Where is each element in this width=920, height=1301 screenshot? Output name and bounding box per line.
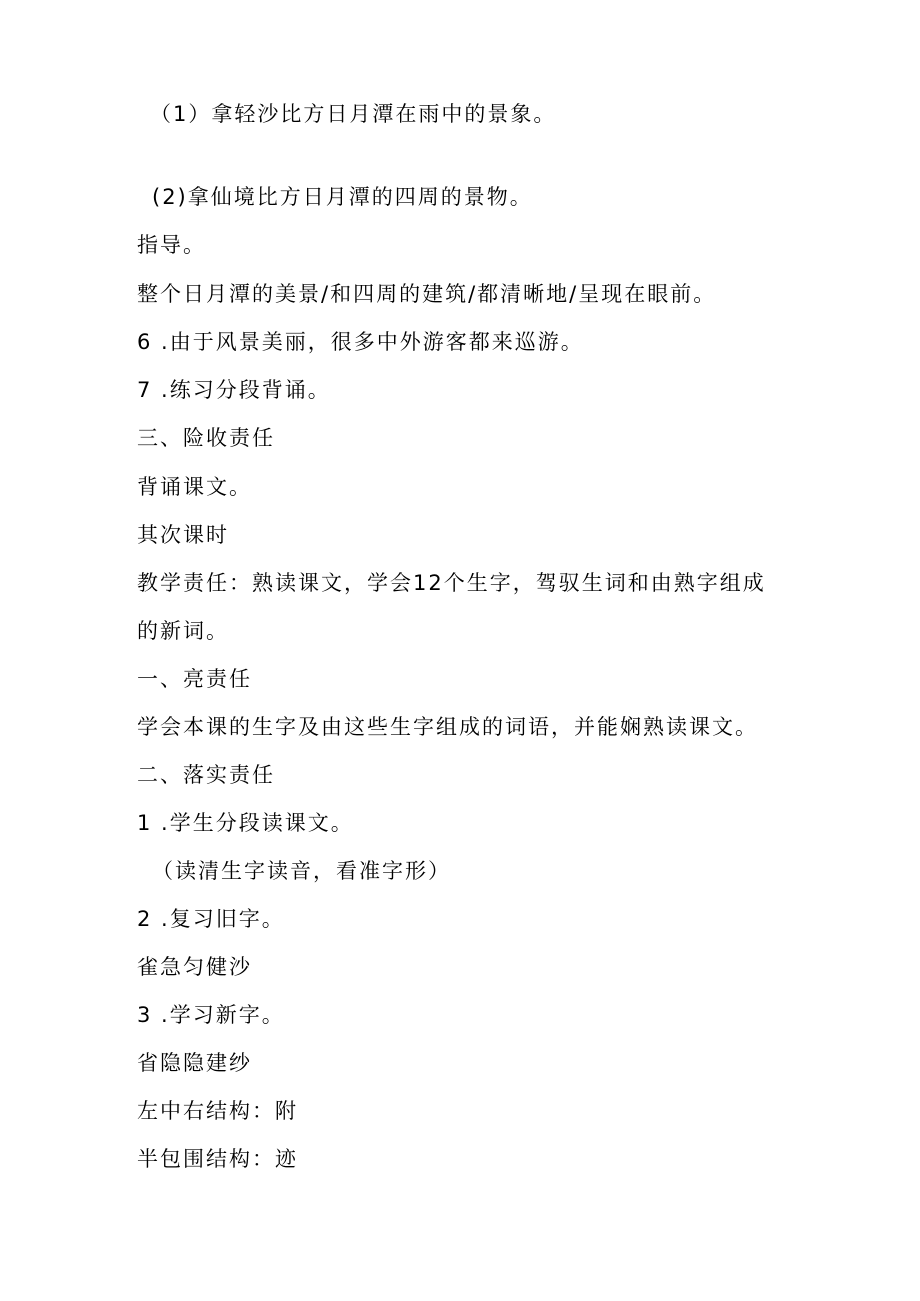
text-line-21: 左中右结构：附: [137, 1099, 298, 1123]
text-line-22: 半包围结构：迹: [137, 1147, 298, 1171]
text-line-2: (2)拿仙境比方日月潭的四周的景物。: [152, 185, 533, 209]
text-line-3: 指导。: [137, 233, 206, 257]
text-line-6: 7 .练习分段背诵。: [137, 378, 331, 402]
section-heading-2: 二、落实责任: [137, 763, 275, 787]
section-heading-1: 一、亮责任: [137, 667, 252, 691]
text-line-16: （读清生字读音，看准字形）: [152, 859, 451, 883]
text-line-20: 省隐隐建纱: [137, 1051, 252, 1075]
text-line-4: 整个日月潭的美景/和四周的建筑/都清晰地/呈现在眼前。: [137, 282, 717, 306]
text-line-13: 学会本课的生字及由这些生字组成的词语，并能娴熟读课文。: [137, 715, 758, 739]
text-line-5: 6 .由于风景美丽，很多中外游客都来巡游。: [137, 330, 584, 354]
text-line-11: 的新词。: [137, 619, 229, 643]
text-line-1: （1）拿轻沙比方日月潭在雨中的景象。: [150, 102, 557, 126]
section-heading-3: 三、险收责任: [137, 426, 275, 450]
text-line-10: 教学责任：熟读课文，学会12个生字，驾驭生词和由熟字组成: [137, 571, 766, 595]
text-line-8: 背诵课文。: [137, 475, 252, 499]
text-line-17: 2 .复习旧字。: [137, 907, 285, 931]
lesson-heading: 其次课时: [137, 523, 229, 547]
text-line-15: 1 .学生分段读课文。: [137, 811, 354, 835]
text-line-19: 3 .学习新字。: [137, 1003, 285, 1027]
text-line-18: 雀急匀健沙: [137, 955, 252, 979]
